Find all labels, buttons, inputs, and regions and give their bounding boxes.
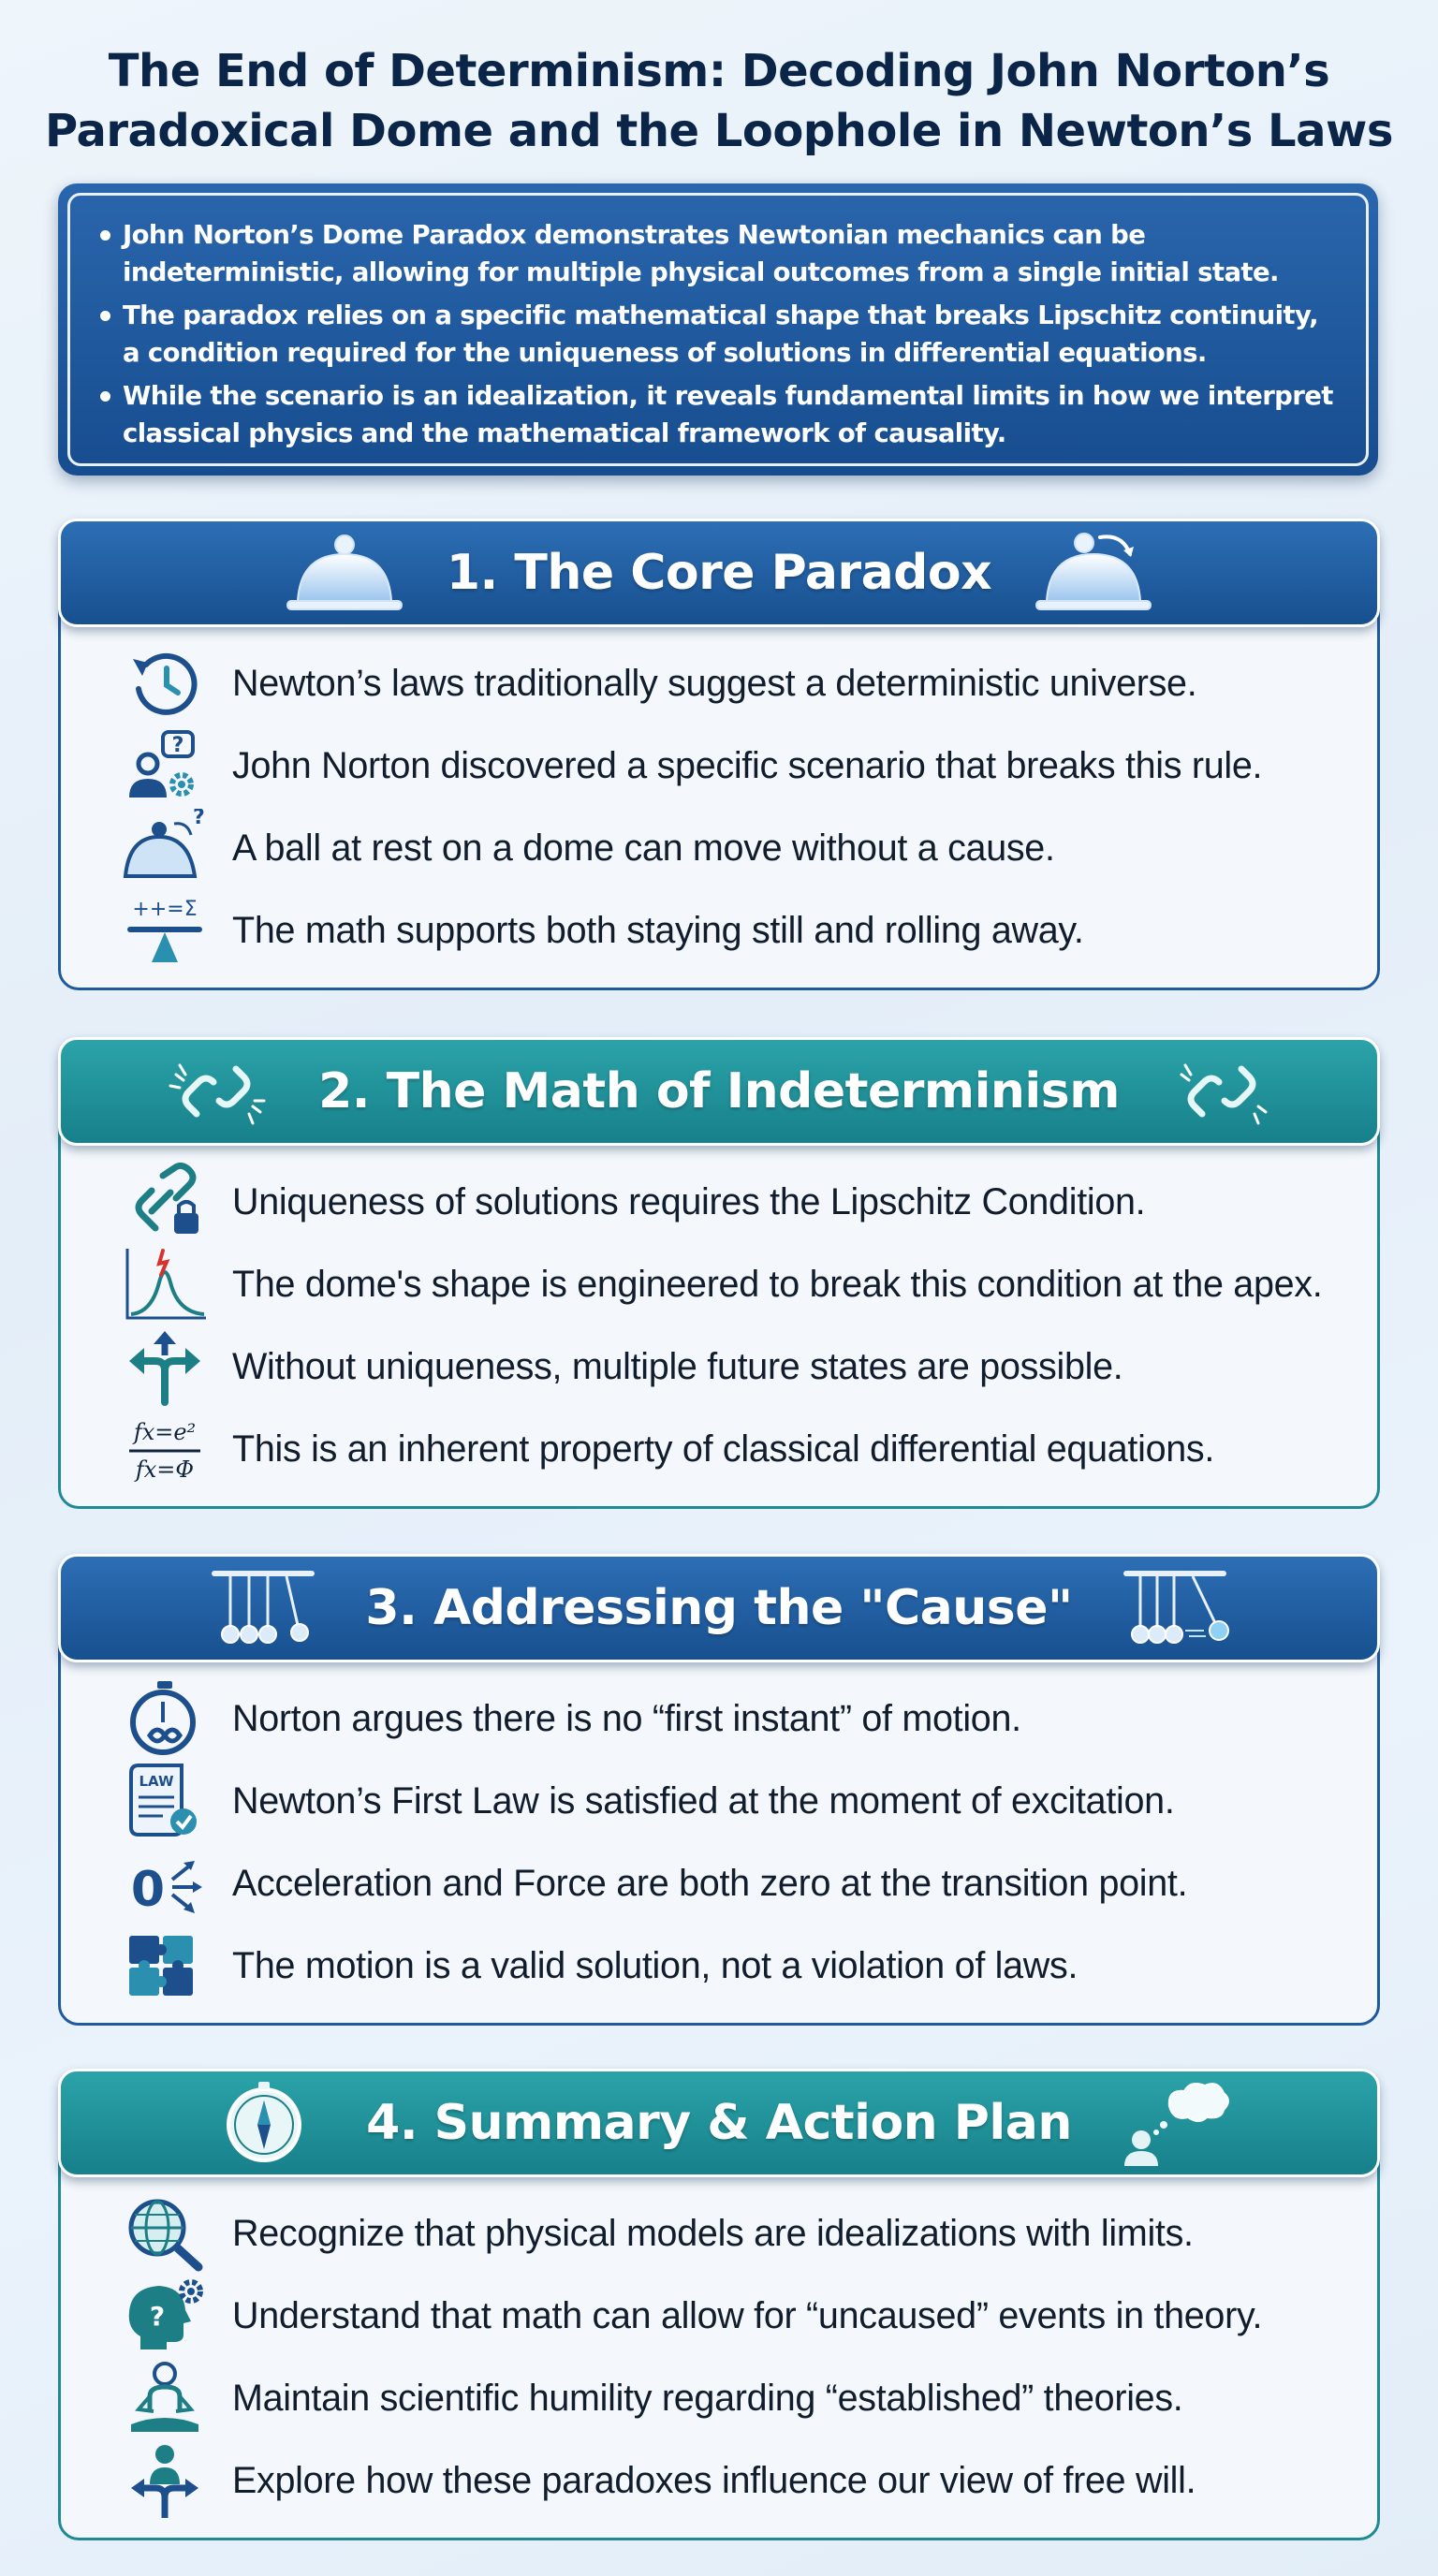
list-item-text: The motion is a valid solution, not a violation of laws. (232, 1944, 1078, 1986)
list-item-text: The math supports both staying still and rolling away. (232, 909, 1084, 951)
section-math-indeterminism (58, 1037, 1380, 1509)
clock-history-icon (122, 644, 208, 723)
section-addressing-cause (58, 1554, 1380, 2026)
list-item (118, 1925, 1363, 2007)
section-header (58, 2069, 1380, 2177)
svg-text:++=Σ: ++=Σ (132, 898, 198, 921)
list-item (118, 2192, 1363, 2275)
stopwatch-infinity-icon (122, 1679, 208, 1758)
zero-arrows-icon (122, 1844, 208, 1923)
list-item (118, 1243, 1363, 1325)
globe-magnifier-icon (122, 2194, 208, 2273)
list-item (118, 1842, 1363, 1925)
list-item-text: Maintain scientific humility regarding “established” theories. (232, 2377, 1183, 2419)
newtons-cradle-swing-icon (1114, 1563, 1236, 1653)
svg-text:?: ? (149, 2301, 166, 2332)
list-item-text: Acceleration and Force are both zero at the transition point. (232, 1862, 1188, 1904)
list-item (118, 1408, 1363, 1490)
broken-chain-icon (1161, 1046, 1283, 1136)
formula-top: fx=e² (133, 1419, 197, 1445)
list-item-text: Newton’s laws traditionally suggest a deterministic universe. (232, 662, 1197, 704)
section-title: 2. The Math of Indeterminism (318, 1063, 1120, 1120)
section-header (58, 1037, 1380, 1146)
page-title-line1: The End of Determinism: Decoding John Norton’s (108, 45, 1330, 97)
formula-icon (122, 1410, 208, 1488)
list-item-text: Understand that math can allow for “uncaused” events in theory. (232, 2294, 1263, 2336)
intro-bullet: While the scenario is an idealization, it reveals fundamental limits in how we interpret classical physics and the mathematical framework of causality. (98, 377, 1342, 452)
list-item-text: Norton argues there is no “first instant” of motion. (232, 1697, 1021, 1739)
intro-bullet-list (98, 216, 1342, 452)
intro-bullet: John Norton’s Dome Paradox demonstrates Newtonian mechanics can be indeterministic, allowing for multiple physical outcomes from a single initial state. (98, 216, 1342, 291)
balance-equation-icon (122, 891, 208, 970)
dome-ball-icon (284, 528, 405, 618)
list-item (118, 724, 1363, 807)
list-item-text: John Norton discovered a specific scenario that breaks this rule. (232, 744, 1263, 786)
dome-ball-rolling-icon (1033, 528, 1154, 618)
person-question-gear-icon (122, 726, 208, 805)
list-item-text: Newton’s First Law is satisfied at the moment of excitation. (232, 1779, 1175, 1822)
list-item-text: Explore how these paradoxes influence our view of free will. (232, 2459, 1196, 2501)
formula-bottom: fx=Φ (135, 1456, 195, 1483)
head-question-gear-icon (122, 2276, 208, 2355)
law-document-check-icon (122, 1762, 208, 1840)
law-label: LAW (139, 1773, 174, 1790)
page-title-line2: Paradoxical Dome and the Loophole in Newton’s Laws (45, 105, 1393, 157)
list-item-text: A ball at rest on a dome can move without a cause. (232, 827, 1055, 869)
section-core-paradox (58, 519, 1380, 990)
list-item (118, 642, 1363, 724)
puzzle-icon (122, 1926, 208, 2005)
list-item (118, 1760, 1363, 1842)
dome-ball-question-icon (122, 809, 208, 887)
thinking-person-icon (1113, 2078, 1235, 2168)
person-crossroads-icon (122, 2441, 208, 2520)
section-title: 4. Summary & Action Plan (366, 2095, 1072, 2151)
list-item-text: Recognize that physical models are idealizations with limits. (232, 2212, 1194, 2254)
list-item (118, 1161, 1363, 1243)
list-item (118, 2439, 1363, 2522)
list-item-text: Without uniqueness, multiple future states are possible. (232, 1345, 1123, 1387)
section-title: 3. Addressing the "Cause" (365, 1580, 1073, 1636)
list-item (118, 807, 1363, 889)
section-header (58, 1554, 1380, 1662)
intro-bullet: The paradox relies on a specific mathematical shape that breaks Lipschitz continuity, a condition required for the uniqueness of solutions in differential equations. (98, 297, 1342, 372)
chain-lock-icon (122, 1163, 208, 1241)
section-header (58, 519, 1380, 627)
compass-icon (203, 2078, 325, 2168)
intro-summary-box (58, 183, 1378, 476)
section-title: 1. The Core Paradox (446, 545, 992, 601)
svg-text:?: ? (171, 734, 184, 757)
list-item-text: Uniqueness of solutions requires the Lipschitz Condition. (232, 1180, 1146, 1222)
list-item (118, 2275, 1363, 2357)
zero-label: 0 (130, 1862, 166, 1918)
list-item (118, 889, 1363, 972)
list-item-text: This is an inherent property of classical differential equations. (232, 1427, 1215, 1470)
list-item (118, 2357, 1363, 2439)
split-arrows-icon (122, 1327, 208, 1406)
page-title (37, 41, 1401, 161)
svg-text:?: ? (193, 809, 205, 829)
section-summary-action-plan (58, 2069, 1380, 2540)
newtons-cradle-icon (202, 1563, 324, 1653)
curve-break-icon (122, 1245, 208, 1324)
meditating-person-icon (122, 2359, 208, 2437)
list-item (118, 1325, 1363, 1408)
list-item-text: The dome's shape is engineered to break this condition at the apex. (232, 1263, 1323, 1305)
list-item (118, 1677, 1363, 1760)
broken-chain-icon (155, 1046, 277, 1136)
